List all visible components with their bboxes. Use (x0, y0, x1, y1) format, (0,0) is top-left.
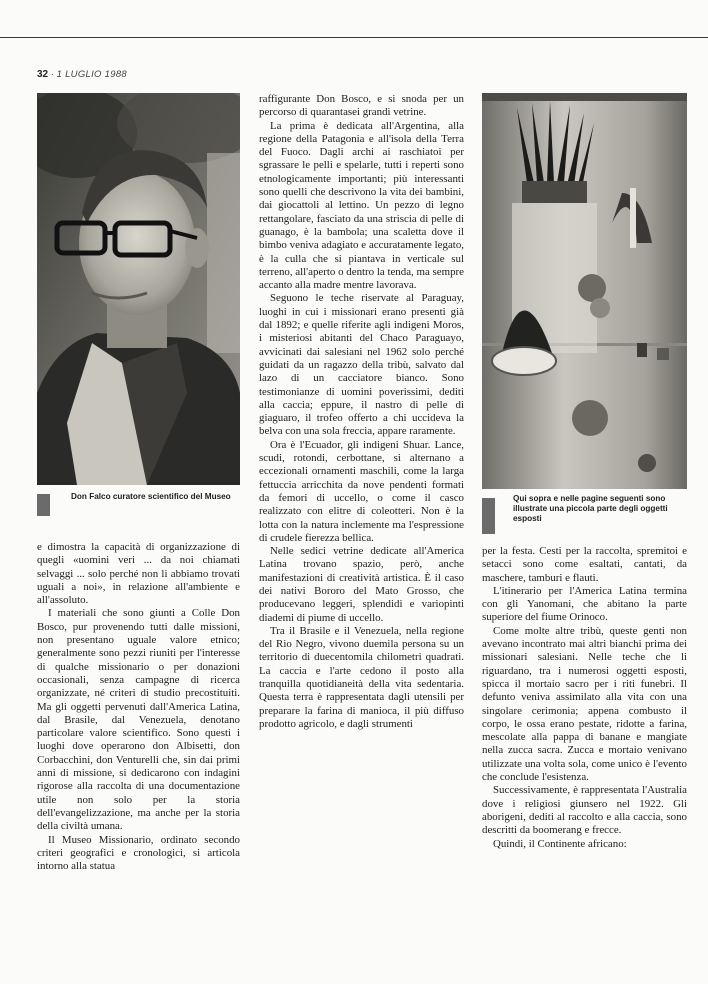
paragraph: e dimostra la capacità di organizzazione di quegli «uomini veri ... da noi chiamati selvaggi ... solo perché non li abbiamo trovati uguali a noi», in relazione all'ambiente e all'assoluto. (37, 541, 240, 607)
top-rule (0, 37, 708, 38)
paragraph: Tra il Brasile e il Venezuela, nella regione del Rio Negro, vivono duemila persona su un territorio di duecentomila chilometri quadrati. La caccia e l'arte cedono il posto alla tranquilla quotidianeità della vita sedentaria. Questa terra è rappresentata dagli utensili per preparare la farina di manioca, il più diffuso prodotto agricolo, e dagli strumenti (259, 624, 464, 730)
portrait-photo (37, 93, 240, 485)
portrait-caption-text: Don Falco curatore scientifico del Museo (71, 492, 231, 501)
page-number: 32 (37, 69, 49, 80)
paragraph: raffigurante Don Bosco, e si snoda per un percorso di quarantasei grandi vetrine. (259, 93, 464, 119)
caption-marker (482, 498, 495, 534)
issue-date: 1 LUGLIO 1988 (56, 69, 128, 80)
article-column-right (482, 545, 687, 851)
paragraph: Nelle sedici vetrine dedicate all'America Latina trovano spazio, però, anche manifestazioni di creatività artistica. È il caso dei nativi Bororo del Mato Grosso, che producevano leggeri, splendidi e variopinti diademi di piume di uccello. (259, 545, 464, 624)
paragraph: Quindi, il Continente africano: (493, 837, 627, 850)
paragraph: L'itinerario per l'America Latina termina con gli Yanomani, che abitano la parte superiore del fiume Orinoco. (482, 584, 687, 624)
running-header (37, 69, 127, 80)
paragraph: Successivamente, è rappresentata l'Australia dove i religiosi giunsero nel 1922. Gli aborigeni, dediti al raccolto e alla caccia, sono descritti da boomerang e frecce. (482, 784, 687, 837)
museum-objects-photo (482, 93, 687, 489)
paragraph: Ora è l'Ecuador, gli indigeni Shuar. Lance, scudi, rotondi, cerbottane, si alternano a eccezionali ornamenti maschili, come la larga fettuccia arricchita da nove pendenti formati da femori di uccello, o come il casco realizzato con elitre di coleotteri. Non è la lotta con la natura inclemente ma l'espressione di crudele fierezza bellica. (259, 438, 464, 544)
article-column-middle (259, 93, 464, 731)
paragraph: Il Museo Missionario, ordinato secondo criteri geografici e cronologici, si articola intorno alla statua (37, 833, 240, 873)
paragraph: Come molte altre tribù, queste genti non avevano incontrato mai altri bianchi prima dei missionari salesiani. Nelle teche che li riguardano, tra i numerosi oggetti esposti, spicca il mortaio sacro per i riti funebri. Il defunto veniva assimilato alla vita con una singolare cerimonia; appena combusto il corpo, le ossa erano pestate, ridotte a farina, mescolate alla pappa di banane e mangiate nella zucca sacra. Zucca e mortaio venivano utilizzate una volta sola, come unico è l'evento che conclude l'esistenza. (482, 624, 687, 784)
paragraph: Seguono le teche riservate al Paraguay, luoghi in cui i missionari erano presenti già dal 1892; e quelle riferite agli indigeni Moros, i misteriosi abitanti del Chaco Paraguayo, avvicinati dai salesiani nel 1962 solo perché guidati da un ragazzo della tribù, salvato dal lazo di un cacciatore bianco. Sono testimonianze di uomini poverissimi, dediti alla caccia; eppure, il nastro di pelle di giaguaro, il trofeo offerto a chi uccideva la belva con una sola freccia, appare raramente. (259, 292, 464, 438)
paragraph: per la festa. Cesti per la raccolta, spremitoi e setacci sono come esaltati, cantati, da maschere, tamburi e flauti. (482, 545, 687, 584)
article-column-left (37, 541, 240, 873)
paragraph: I materiali che sono giunti a Colle Don Bosco, pur provenendo tutti dalle missioni, non presentano uguale valore etnico; generalmente sono pezzi riuniti per l'interesse di qualche missionario o per donazioni occasionali, senza campagne di ricerca organizzate, né criteri di studio precostituiti. Ma gli oggetti pervenuti dall'America Latina, dal Brasile, dal Venezuela, denotano particolare valore scientifico. Sono questi i luoghi dove operarono don Albisetti, don Corbacchini, don Venturelli che, sin dai primi anni di missione, si dedicarono con indagini rigorose alla raccolta di una documentazione utile non solo per la storia dell'evangelizzazione, ma anche per la storia della civiltà umana. (37, 607, 240, 833)
objects-caption-text: Qui sopra e nelle pagine seguenti sono illustrate una piccola parte degli oggetti esposti (513, 494, 668, 523)
header-separator: · (50, 69, 54, 80)
caption-marker (37, 494, 50, 516)
paragraph: La prima è dedicata all'Argentina, alla regione della Patagonia e all'isola della Terra del Fuoco. Dagli archi ai raschiatoi per sgrassare le pelli e spelarle, tutti i reperti sono etnologicamente importanti; più interessanti sono quelli che descrivono la vita dei bambini, dai giocattoli al lettino. Un pezzo di legno rettangolare, fasciato da una striscia di pelle di guanago, è la bambola; una scaletta dove il bimbo veniva adagiato e accuratamente legato, è la culla che si piantava in verticale sul terreno, all'aperto o dentro la tenda, ma sempre accanto alla madre mentre lavorava. (259, 119, 464, 292)
